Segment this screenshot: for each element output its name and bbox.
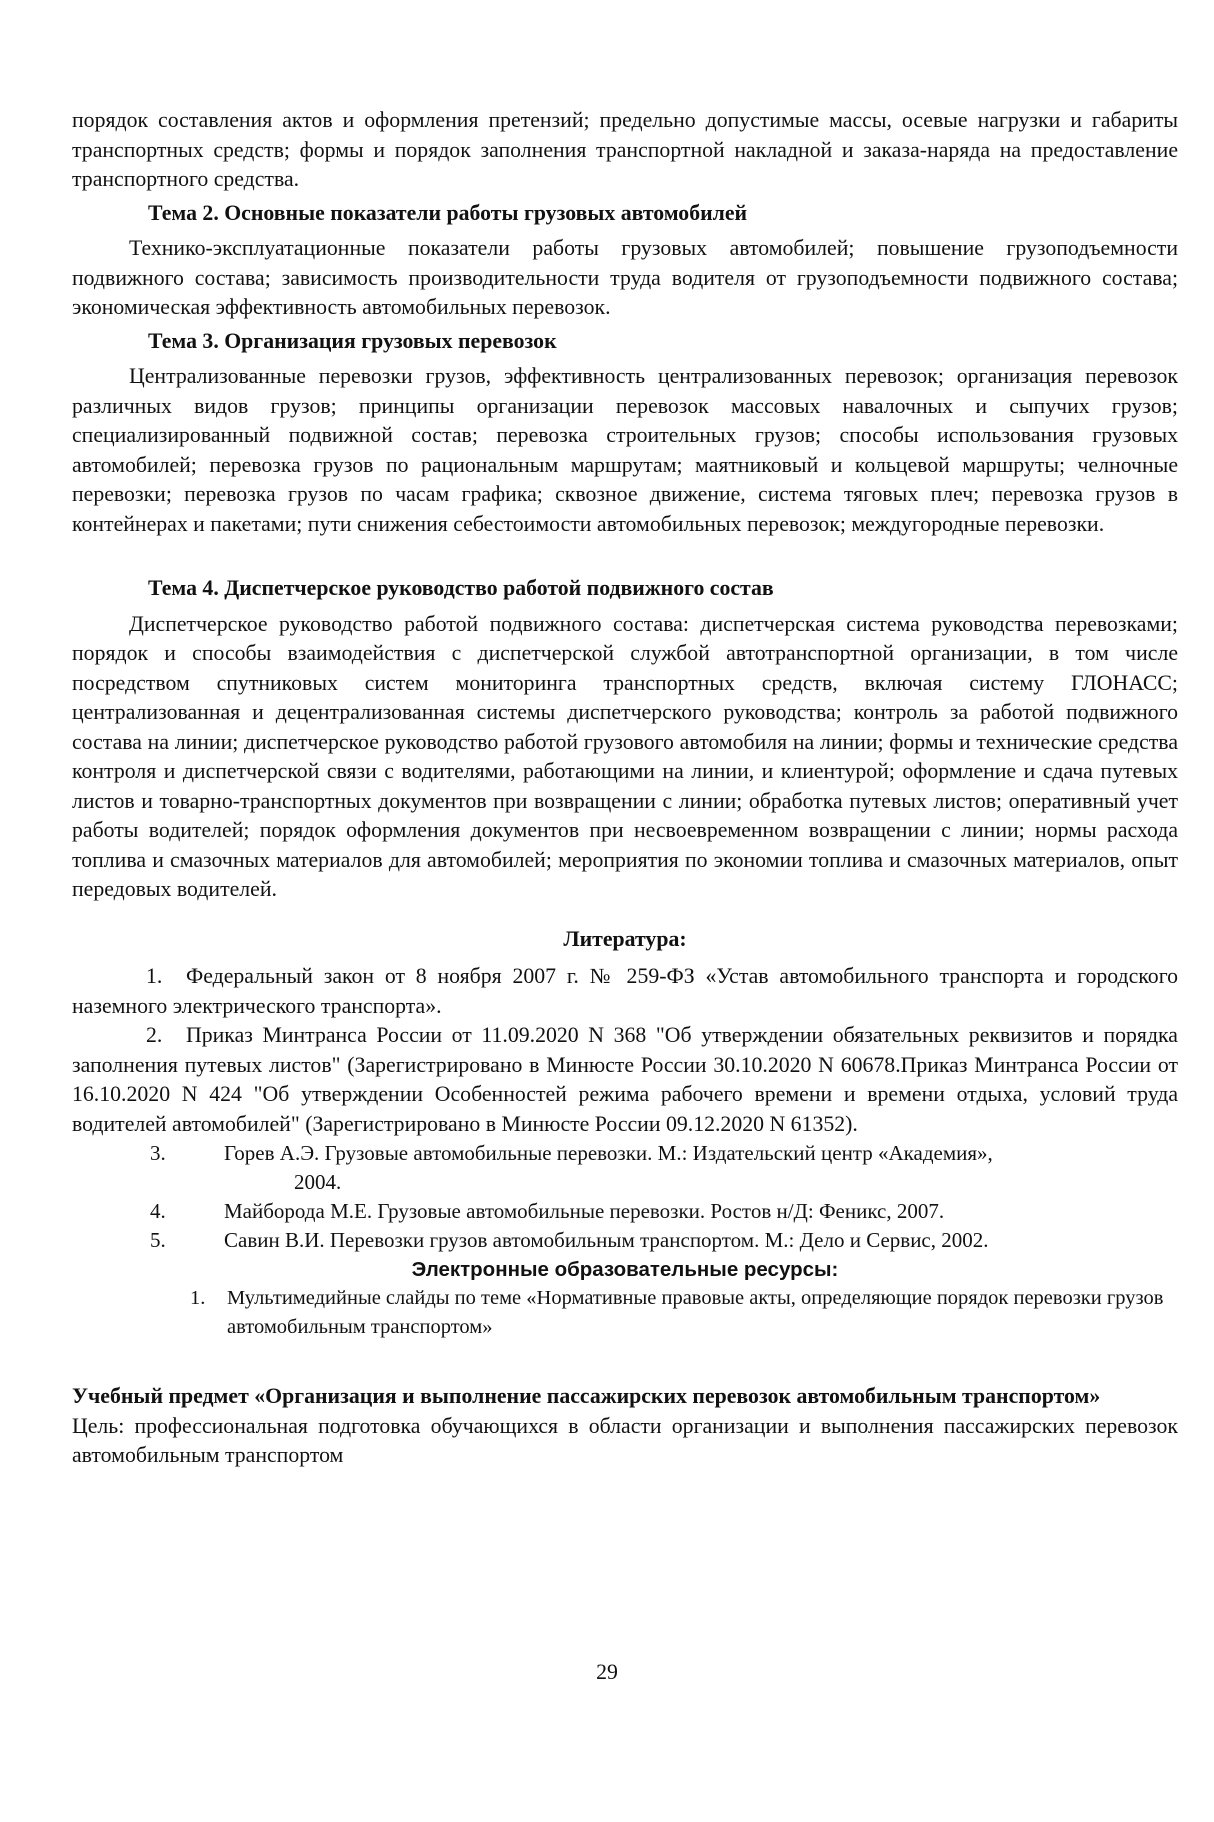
electronic-resource-text: Мультимедийные слайды по теме «Нормативные правовые акты, определяющие порядок перевозки грузов автомобильным транспортом» [227, 1287, 1164, 1338]
list-number: 1. [146, 964, 163, 988]
topic-4-heading: Тема 4. Диспетчерское руководство работой подвижного состав [148, 576, 774, 600]
literature-text: Федеральный закон от 8 ноября 2007 г. № 259-ФЗ «Устав автомобильного транспорта и городского наземного электрического транспорта». [72, 964, 1178, 1018]
page-content [72, 106, 1178, 1471]
subject-heading: Учебный предмет «Организация и выполнение пассажирских перевозок автомобильным транспортом» [72, 1384, 1101, 1408]
spacer [72, 539, 1178, 570]
literature-text: Приказ Минтранса России от 11.09.2020 N 368 "Об утверждении обязательных реквизитов и порядка заполнения путевых листов" (Зарегистрировано в Минюсте России 30.10.2020 N 60678.Приказ Минтранса России от 16.10.2020 N 424 "Об утверждении Особенностей режима рабочего времени и времени отдыха, условий труда водителей автомобилей" (Зарегистрировано в Минюсте России 09.12.2020 N 61352). [72, 1023, 1178, 1136]
literature-text: Савин В.И. Перевозки грузов автомобильным транспортом. М.: Дело и Сервис, 2002. [224, 1228, 989, 1252]
page-number: 29 [596, 1660, 618, 1684]
literature-item-5 [72, 1226, 1178, 1255]
topic-2-paragraph: Технико-эксплуатационные показатели работы грузовых автомобилей; повышение грузоподъемности подвижного состава; зависимость производительности труда водителя от грузоподъемности подвижного состава; экономическая эффективность автомобильных перевозок. [72, 236, 1178, 319]
list-number: 5. [150, 1228, 166, 1252]
list-number: 2. [146, 1023, 163, 1047]
list-number: 4. [150, 1199, 166, 1223]
electronic-resources-heading: Электронные образовательные ресурсы: [411, 1258, 839, 1281]
topic-3-paragraph: Централизованные перевозки грузов, эффективность централизованных перевозок; организация перевозок различных видов грузов; принципы организации перевозок массовых навалочных и сыпучих грузов; специализированный подвижной состав; перевозка строительных грузов; способы использования грузовых автомобилей; перевозка грузов по рациональным маршрутам; маятниковый и кольцевой маршруты; челночные перевозки; перевозка грузов по часам графика; сквозное движение, система тяговых плеч; перевозка грузов в контейнерах и пакетами; пути снижения себестоимости автомобильных перевозок; междугородные перевозки. [72, 364, 1178, 536]
topic-2-heading: Тема 2. Основные показатели работы грузовых автомобилей [148, 200, 748, 225]
literature-text: Горев А.Э. Грузовые автомобильные перевозки. М.: Издательский центр «Академия», [224, 1141, 993, 1165]
literature-heading: Литература: [563, 926, 687, 951]
literature-item-2 [72, 1021, 1178, 1139]
goal-paragraph: Цель: профессиональная подготовка обучающихся в области организации и выполнения пассажирских перевозок автомобильным транспортом [72, 1413, 1178, 1467]
literature-text-continuation: 2004. [294, 1170, 342, 1194]
electronic-resource-item-1 [72, 1284, 1178, 1342]
literature-item-3 [72, 1139, 1178, 1197]
intro-paragraph: порядок составления актов и оформления претензий; предельно допустимые массы, осевые нагрузки и габариты транспортных средств; формы и порядок заполнения транспортной накладной и заказа-наряда на предоставление транспортного средства. [72, 108, 1178, 191]
literature-text: Майборода М.Е. Грузовые автомобильные перевозки. Ростов н/Д: Феникс, 2007. [224, 1199, 945, 1223]
topic-3-heading: Тема 3. Организация грузовых перевозок [148, 328, 557, 353]
list-number: 3. [150, 1141, 166, 1165]
literature-item-1 [72, 962, 1178, 1021]
list-number: 1. [190, 1287, 206, 1309]
literature-item-4 [72, 1197, 1178, 1226]
topic-4-paragraph: Диспетчерское руководство работой подвижного состава: диспетчерская система руководства перевозками; порядок и способы взаимодействия с диспетчерской службой автотранспортной организации, в том числе посредством спутниковых систем мониторинга транспортных средств, включая систему ГЛОНАСС; централизованная и децентрализованная системы диспетчерского руководства; контроль за работой подвижного состава на линии; диспетчерское руководство работой грузового автомобиля на линии; формы и технические средства контроля и диспетчерской связи с водителями, работающими на линии, и клиентурой; оформление и сдача путевых листов и товарно-транспортных документов при возвращении с линии; обработка путевых листов; оперативный учет работы водителей; порядок оформления документов при несвоевременном возвращении с линии; нормы расхода топлива и смазочных материалов для автомобилей; мероприятия по экономии топлива и смазочных материалов, опыт передовых водителей. [72, 611, 1178, 901]
